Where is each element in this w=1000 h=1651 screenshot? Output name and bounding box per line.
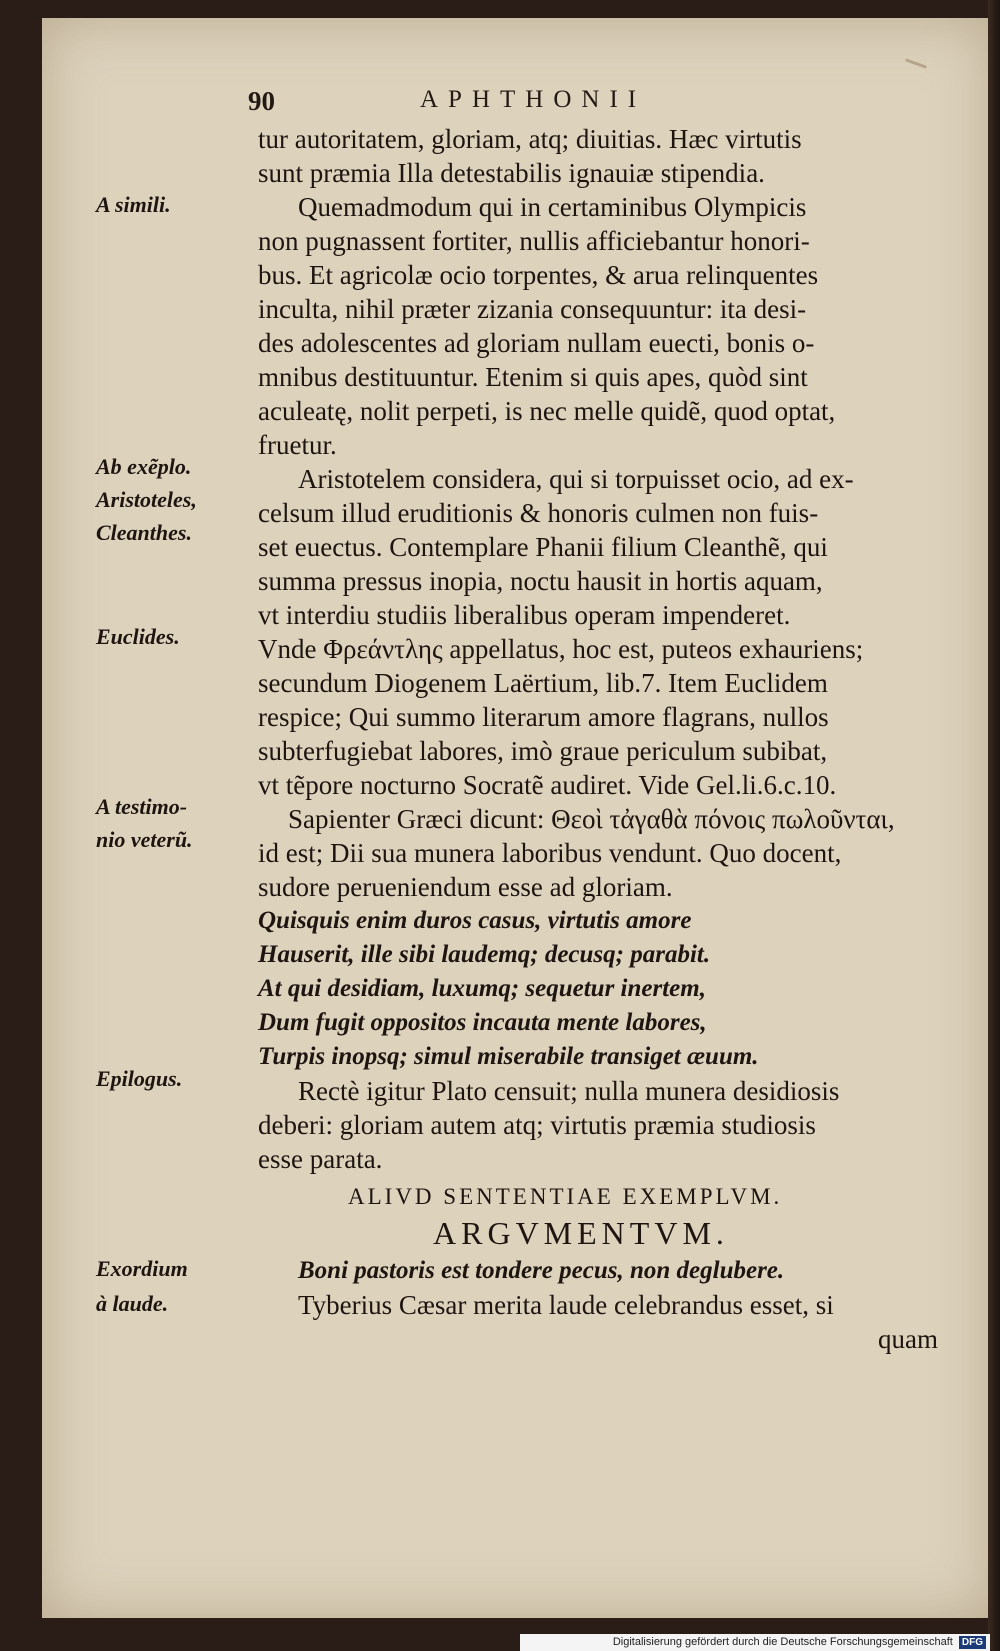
running-title: APHTHONII	[420, 86, 647, 113]
margin-note: Epilogus.	[96, 1066, 183, 1091]
text-line: fruetur.	[258, 430, 337, 460]
text-line: des adolescentes ad gloriam nullam euecti, bonis o-	[258, 328, 815, 358]
text-line: secundum Diogenem Laërtium, lib.7. Item Euclidem	[258, 668, 828, 698]
text-line: quam	[878, 1324, 938, 1354]
text-line: respice; Qui summo literarum amore flagrans, nullos	[258, 702, 829, 732]
margin-note: à laude.	[96, 1291, 169, 1316]
text-line: tur autoritatem, gloriam, atq; diuitias. Hæc virtutis	[258, 124, 802, 154]
text-line: non pugnassent fortiter, nullis afficiebantur honori-	[258, 226, 810, 256]
dfg-logo: DFG	[959, 1636, 986, 1649]
text-line: set euectus. Contemplare Phanii filium Cleanthẽ, qui	[258, 532, 828, 562]
text-line: vt interdiu studiis liberalibus operam impenderet.	[258, 600, 791, 630]
text-line: deberi: gloriam autem atq; virtutis præmia studiosis	[258, 1110, 816, 1140]
page-number: 90	[248, 86, 275, 116]
text-line: id est; Dii sua munera laboribus vendunt. Quo docent,	[258, 838, 842, 868]
book-edge	[988, 0, 1000, 1651]
footer-banner	[520, 1634, 990, 1651]
text-line: celsum illud eruditionis & honoris culmen non fuis-	[258, 498, 819, 528]
text-line: Quisquis enim duros casus, virtutis amore	[258, 907, 692, 934]
text-line: ARGVMENTVM.	[433, 1215, 729, 1251]
margin-note: Cleanthes.	[96, 520, 192, 545]
margin-note: Exordium	[96, 1256, 188, 1281]
footer-text: Digitalisierung gefördert durch die Deutsche Forschungsgemeinschaft	[612, 1636, 953, 1648]
text-line: Tyberius Cæsar merita laude celebrandus esset, si	[298, 1290, 834, 1320]
text-line: inculta, nihil præter zizania consequuntur: ita desi-	[258, 294, 807, 324]
text-line: aculeatę, nolit perpeti, is nec melle quidẽ, quod optat,	[258, 396, 836, 426]
page-header	[0, 86, 1000, 126]
text-line: sunt præmia Illa detestabilis ignauiæ stipendia.	[258, 158, 765, 188]
text-line: vt tẽpore nocturno Socratẽ audiret. Vide Gel.li.6.c.10.	[258, 770, 837, 800]
text-line: Boni pastoris est tondere pecus, non deglubere.	[298, 1257, 785, 1284]
text-line: subterfugiebat labores, imò graue periculum subibat,	[258, 736, 828, 766]
text-line: Sapienter Græci dicunt: Θεοὶ τἀγαθὰ πόνοις πωλοῦνται,	[288, 804, 895, 834]
margin-note: A simili.	[96, 192, 171, 217]
text-line: ALIVD SENTENTIAE EXEMPLVM.	[348, 1184, 783, 1209]
text-line: sudore perueniendum esse ad gloriam.	[258, 872, 673, 902]
margin-note: Aristoteles,	[96, 487, 197, 512]
margin-note: A testimo-	[96, 794, 188, 819]
text-line: At qui desidiam, luxumq; sequetur inertem,	[258, 975, 706, 1002]
text-line: Aristotelem considera, qui si torpuisset ocio, ad ex-	[298, 464, 854, 494]
margin-note: Euclides.	[96, 624, 180, 649]
text-line: Hauserit, ille sibi laudemq; decusq; parabit.	[258, 941, 711, 968]
text-line: summa pressus inopia, noctu hausit in hortis aquam,	[258, 566, 823, 596]
text-line: Quemadmodum qui in certaminibus Olympicis	[298, 192, 807, 222]
text-line: esse parata.	[258, 1144, 383, 1174]
text-line: Rectè igitur Plato censuit; nulla munera desidiosis	[298, 1076, 840, 1106]
margin-note: nio veterũ.	[96, 827, 193, 852]
text-line: bus. Et agricolæ ocio torpentes, & arua relinquentes	[258, 260, 819, 290]
text-line: mnibus destituuntur. Etenim si quis apes, quòd sint	[258, 362, 808, 392]
text-line: Dum fugit oppositos incauta mente labores,	[258, 1009, 707, 1036]
text-line: Turpis inopsq; simul miserabile transiget æuum.	[258, 1043, 759, 1070]
margin-note: Ab exẽplo.	[96, 454, 192, 479]
text-line: Vnde Φρεάντλης appellatus, hoc est, puteos exhauriens;	[258, 634, 864, 664]
